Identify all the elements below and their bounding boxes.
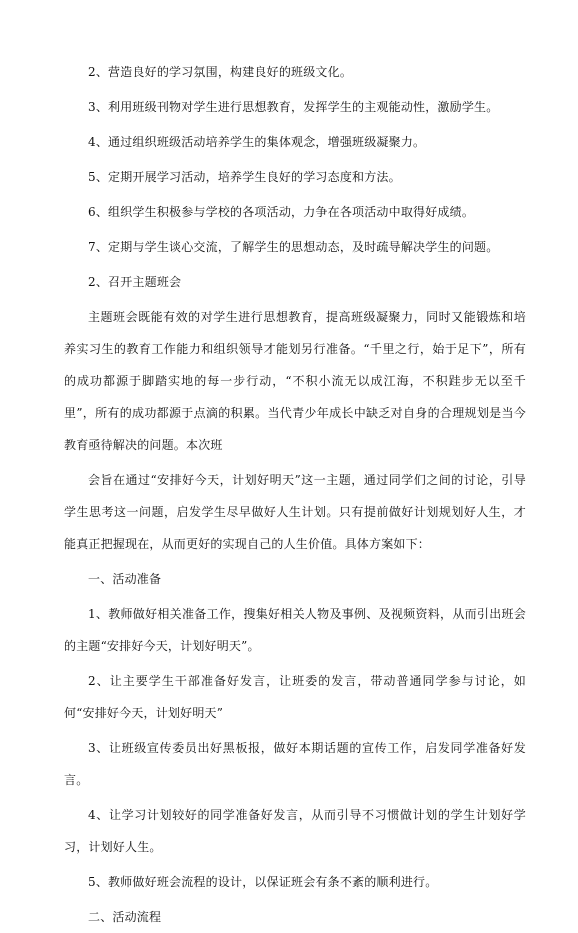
preparation-item-4: 4、让学习计划较好的同学准备好发言，从而引导不习惯做计划的学生计划好学习，计划好人生。 bbox=[64, 808, 526, 854]
paragraph-item-6: 6、组织学生积极参与学校的各项活动，力争在各项活动中取得好成绩。 bbox=[88, 205, 475, 219]
preparation-item-2: 2、让主要学生干部准备好发言，让班委的发言，带动普通同学参与讨论，如何“安排好今天，计划好明天” bbox=[64, 674, 526, 720]
paragraph-item-7: 7、定期与学生谈心交流，了解学生的思想动态，及时疏导解决学生的问题。 bbox=[88, 240, 499, 254]
paragraph-theme-meeting-intro: 主题班会既能有效的对学生进行思想教育，提高班级凝聚力，同时又能锻炼和培养实习生的教育工作能力和组织领导才能划另行准备。“千里之行，始于足下”，所有的成功都源于脚踏实地的每一步行动，“不积小流无以成江海，不积跬步无以至千里”，所有的成功都源于点滴的积累。当代青少年成长中缺乏对自身的合理规划是当今教育亟待解决的问题。本次班 bbox=[64, 310, 526, 452]
paragraph-item-3: 3、利用班级刊物对学生进行思想教育，发挥学生的主观能动性，激励学生。 bbox=[88, 100, 499, 114]
preparation-item-3: 3、让班级宣传委员出好黑板报，做好本期话题的宣传工作，启发同学准备好发言。 bbox=[64, 741, 526, 787]
paragraph-theme-meeting-purpose: 会旨在通过“安排好今天，计划好明天”这一主题，通过同学们之间的讨论，引导学生思考这一问题，启发学生尽早做好人生计划。只有提前做好计划规划好人生，才能真正把握现在，从而更好的实现自己的人生价值。具体方案如下： bbox=[64, 473, 526, 551]
preparation-item-1: 1、教师做好相关准备工作，搜集好相关人物及事例、及视频资料，从而引出班会的主题“安排好今天，计划好明天”。 bbox=[64, 607, 526, 653]
section-heading-preparation: 一、活动准备 bbox=[88, 572, 162, 586]
paragraph-item-5: 5、定期开展学习活动，培养学生良好的学习态度和方法。 bbox=[88, 170, 401, 184]
preparation-item-5: 5、教师做好班会流程的设计，以保证班会有条不紊的顺利进行。 bbox=[88, 875, 438, 889]
paragraph-item-4: 4、通过组织班级活动培养学生的集体观念，增强班级凝聚力。 bbox=[88, 135, 426, 149]
section-heading-theme-meeting: 2、召开主题班会 bbox=[88, 275, 182, 289]
section-heading-process: 二、活动流程 bbox=[88, 910, 162, 924]
paragraph-item-2: 2、营造良好的学习氛围，构建良好的班级文化。 bbox=[88, 65, 353, 79]
